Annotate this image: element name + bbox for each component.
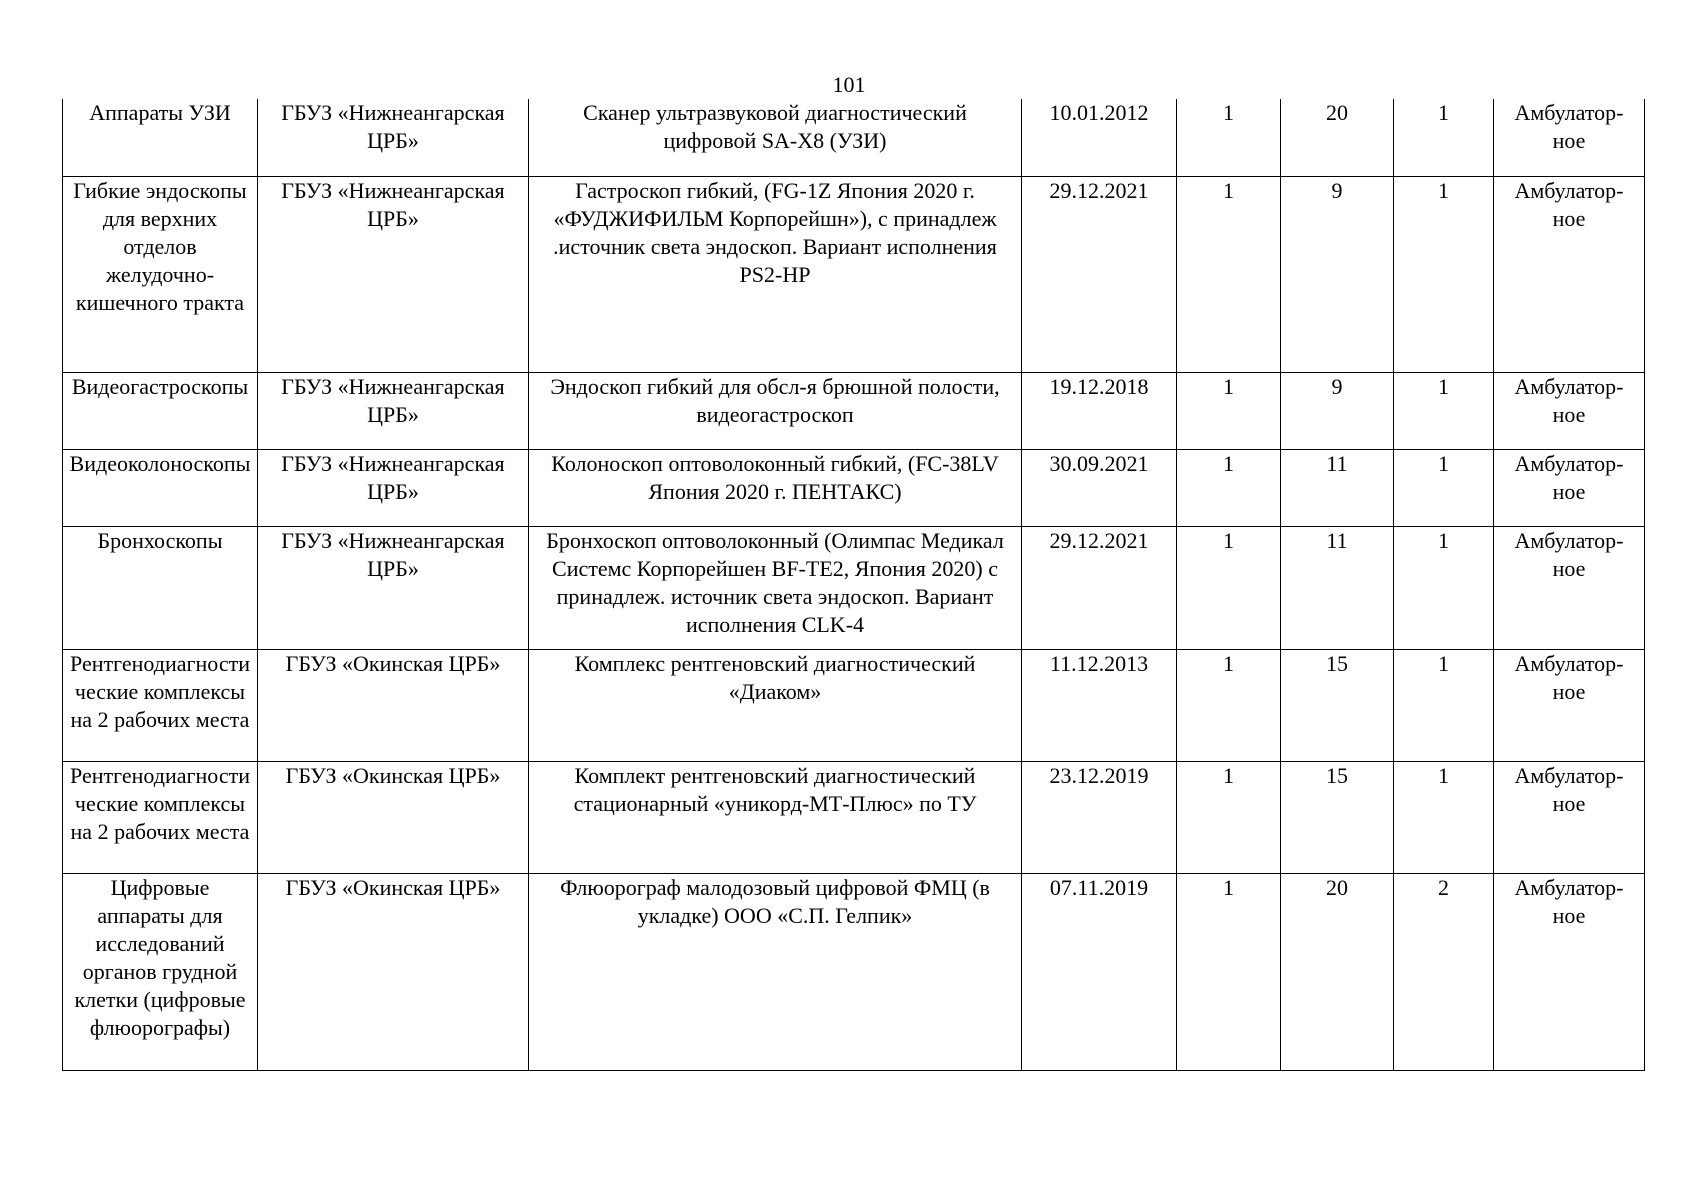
table-row xyxy=(63,761,1645,873)
shifts-cell: 1 xyxy=(1394,176,1494,372)
care-type-cell: Амбулатор-ное xyxy=(1494,526,1645,649)
device-cell: Эндоскоп гибкий для обсл-я брюшной полости, видеогастроскоп xyxy=(529,372,1022,449)
equipment-type-cell: Рентгенодиагностические комплексы на 2 рабочих места xyxy=(63,649,258,761)
table-row xyxy=(63,873,1645,1070)
care-type-cell: Амбулатор-ное xyxy=(1494,873,1645,1070)
count-cell: 1 xyxy=(1177,176,1281,372)
count-cell: 1 xyxy=(1177,449,1281,526)
equipment-type-cell: Цифровые аппараты для исследований органов грудной клетки (цифровые флюорографы) xyxy=(63,873,258,1070)
service-years-cell: 11 xyxy=(1281,449,1394,526)
device-cell: Бронхоскоп оптоволоконный (Олимпас Медикал Системс Корпорейшен BF-TE2, Япония 2020) с принадлеж. источник света эндоскоп. Вариант исполнения CLK-4 xyxy=(529,526,1022,649)
table-row xyxy=(63,176,1645,372)
equipment-type-cell: Видеоколоноскопы xyxy=(63,449,258,526)
care-type-cell: Амбулатор-ное xyxy=(1494,649,1645,761)
service-years-cell: 15 xyxy=(1281,649,1394,761)
equipment-table xyxy=(62,99,1645,1071)
care-type-cell: Амбулатор-ное xyxy=(1494,176,1645,372)
count-cell: 1 xyxy=(1177,99,1281,176)
table-row xyxy=(63,649,1645,761)
date-cell: 07.11.2019 xyxy=(1022,873,1177,1070)
date-cell: 23.12.2019 xyxy=(1022,761,1177,873)
count-cell: 1 xyxy=(1177,526,1281,649)
care-type-cell: Амбулатор-ное xyxy=(1494,761,1645,873)
shifts-cell: 1 xyxy=(1394,761,1494,873)
count-cell: 1 xyxy=(1177,761,1281,873)
organization-cell: ГБУЗ «Нижнеангарская ЦРБ» xyxy=(258,449,529,526)
equipment-type-cell: Аппараты УЗИ xyxy=(63,99,258,176)
organization-cell: ГБУЗ «Нижнеангарская ЦРБ» xyxy=(258,526,529,649)
device-cell: Флюорограф малодозовый цифровой ФМЦ (в укладке) ООО «С.П. Гелпик» xyxy=(529,873,1022,1070)
service-years-cell: 11 xyxy=(1281,526,1394,649)
organization-cell: ГБУЗ «Нижнеангарская ЦРБ» xyxy=(258,99,529,176)
count-cell: 1 xyxy=(1177,649,1281,761)
care-type-cell: Амбулатор-ное xyxy=(1494,449,1645,526)
table-row xyxy=(63,449,1645,526)
table-row xyxy=(63,372,1645,449)
device-cell: Сканер ультразвуковой диагностический цифровой SA-X8 (УЗИ) xyxy=(529,99,1022,176)
date-cell: 11.12.2013 xyxy=(1022,649,1177,761)
table-row xyxy=(63,526,1645,649)
service-years-cell: 9 xyxy=(1281,372,1394,449)
date-cell: 29.12.2021 xyxy=(1022,526,1177,649)
date-cell: 30.09.2021 xyxy=(1022,449,1177,526)
shifts-cell: 2 xyxy=(1394,873,1494,1070)
device-cell: Колоноскоп оптоволоконный гибкий, (FC-38LV Япония 2020 г. ПЕНТАКС) xyxy=(529,449,1022,526)
shifts-cell: 1 xyxy=(1394,99,1494,176)
shifts-cell: 1 xyxy=(1394,449,1494,526)
date-cell: 10.01.2012 xyxy=(1022,99,1177,176)
equipment-type-cell: Видеогастроскопы xyxy=(63,372,258,449)
organization-cell: ГБУЗ «Окинская ЦРБ» xyxy=(258,761,529,873)
organization-cell: ГБУЗ «Окинская ЦРБ» xyxy=(258,649,529,761)
equipment-type-cell: Рентгенодиагностические комплексы на 2 рабочих места xyxy=(63,761,258,873)
service-years-cell: 15 xyxy=(1281,761,1394,873)
device-cell: Гастроскоп гибкий, (FG-1Z Япония 2020 г. «ФУДЖИФИЛЬМ Корпорейшн»), с принадлеж .источник света эндоскоп. Вариант исполнения PS2-HP xyxy=(529,176,1022,372)
organization-cell: ГБУЗ «Окинская ЦРБ» xyxy=(258,873,529,1070)
table-row xyxy=(63,99,1645,176)
shifts-cell: 1 xyxy=(1394,526,1494,649)
equipment-type-cell: Гибкие эндоскопы для верхних отделов желудочно-кишечного тракта xyxy=(63,176,258,372)
device-cell: Комплекс рентгеновский диагностический «Диаком» xyxy=(529,649,1022,761)
care-type-cell: Амбулатор-ное xyxy=(1494,372,1645,449)
service-years-cell: 20 xyxy=(1281,99,1394,176)
organization-cell: ГБУЗ «Нижнеангарская ЦРБ» xyxy=(258,176,529,372)
organization-cell: ГБУЗ «Нижнеангарская ЦРБ» xyxy=(258,372,529,449)
shifts-cell: 1 xyxy=(1394,649,1494,761)
date-cell: 19.12.2018 xyxy=(1022,372,1177,449)
count-cell: 1 xyxy=(1177,372,1281,449)
service-years-cell: 20 xyxy=(1281,873,1394,1070)
count-cell: 1 xyxy=(1177,873,1281,1070)
service-years-cell: 9 xyxy=(1281,176,1394,372)
care-type-cell: Амбулатор-ное xyxy=(1494,99,1645,176)
date-cell: 29.12.2021 xyxy=(1022,176,1177,372)
page-number: 101 xyxy=(832,72,866,97)
equipment-type-cell: Бронхоскопы xyxy=(63,526,258,649)
device-cell: Комплект рентгеновский диагностический стационарный «уникорд-МТ-Плюс» по ТУ xyxy=(529,761,1022,873)
shifts-cell: 1 xyxy=(1394,372,1494,449)
